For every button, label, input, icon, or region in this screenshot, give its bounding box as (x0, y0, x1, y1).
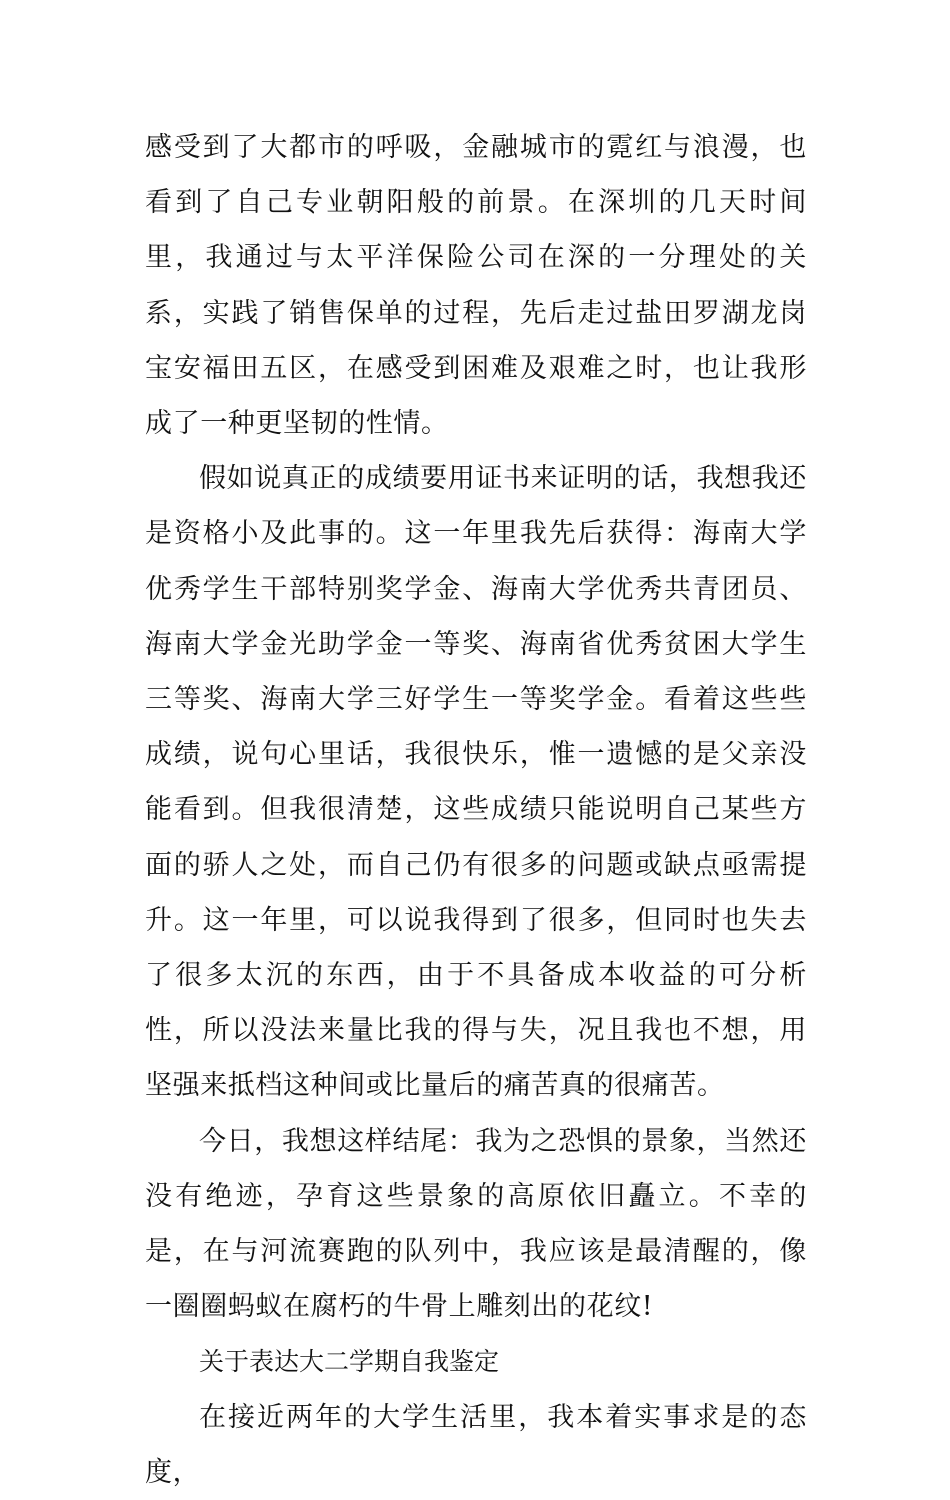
document-body (145, 120, 807, 1500)
section-title: 关于表达大二学期自我鉴定 (199, 1347, 500, 1377)
paragraph-achievements: 假如说真正的成绩要用证书来证明的话，我想我还是资格小及此事的。这一年里我先后获得：海南大学优秀学生干部特别奖学金、海南大学优秀共青团员、海南大学金光助学金一等奖、海南省优秀贫困大学生三等奖、海南大学三好学生一等奖学金。看着这些些成绩，说句心里话，我很快乐，惟一遗憾的是父亲没能看到。但我很清楚，这些成绩只能说明自己某些方面的骄人之处，而自己仍有很多的问题或缺点亟需提升。这一年里，可以说我得到了很多，但同时也失去了很多太沉的东西，由于不具备成本收益的可分析性，所以没法来量比我的得与失，况且我也不想，用坚强来抵档这种间或比量后的痛苦真的很痛苦。 (145, 463, 807, 1102)
paragraph-self-assessment: 在接近两年的大学生活里，我本着实事求是的态度， (145, 1401, 807, 1488)
paragraph-conclusion: 今日，我想这样结尾：我为之恐惧的景象，当然还没有绝迹，孕育这些景象的高原依旧矗立。不幸的是，在与河流赛跑的队列中，我应该是最清醒的，像一圈圈蚂蚁在腐朽的牛骨上雕刻出的花纹! (145, 1125, 807, 1323)
paragraph-shenzhen-practice: 感受到了大都市的呼吸，金融城市的霓红与浪漫，也看到了自己专业朝阳般的前景。在深圳的几天时间里，我通过与太平洋保险公司在深的一分理处的关系，实践了销售保单的过程，先后走过盐田罗湖龙岗宝安福田五区，在感受到困难及艰难之时，也让我形成了一种更坚韧的性情。 (145, 132, 807, 440)
